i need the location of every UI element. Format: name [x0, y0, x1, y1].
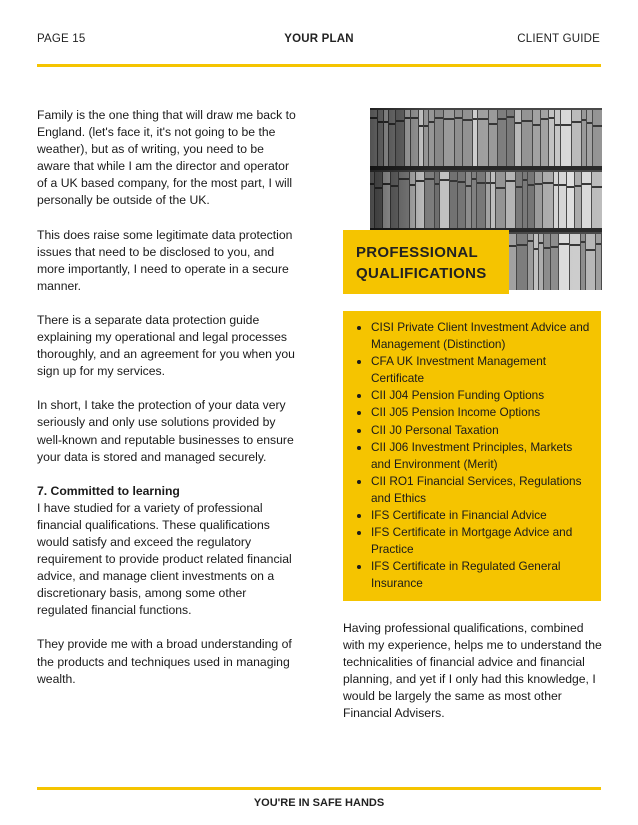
- qualification-item: • CII J06 Investment Principles, Markets and Environment (Merit): [371, 439, 593, 473]
- qualification-item: • CII RO1 Financial Services, Regulations and Ethics: [371, 473, 593, 507]
- qualification-item: • IFS Certificate in Regulated General Insurance: [371, 558, 593, 592]
- badge-title: [356, 242, 487, 284]
- qualification-item: • IFS Certificate in Financial Advice: [371, 507, 593, 524]
- professional-qualifications-badge: [343, 230, 509, 294]
- qualification-item: • CII J05 Pension Income Options: [371, 404, 593, 421]
- footer-tagline: YOU'RE IN SAFE HANDS: [253, 797, 385, 809]
- left-column: [37, 107, 299, 705]
- paragraph-qualifications-intro: I have studied for a variety of professional financial qualifications. These qualifications would satisfy and exceed the regulatory requirement to provide product related financial advice, and manage client investments on a discretionary basis, among some other regulated financial functions.: [37, 500, 292, 618]
- document-title: CLIENT GUIDE: [517, 33, 600, 45]
- qualification-item: • CISI Private Client Investment Advice and Management (Distinction): [371, 319, 593, 353]
- qualification-item: • IFS Certificate in Mortgage Advice and Practice: [371, 524, 593, 558]
- subheading-committed-to-learning: 7. Committed to learning: [37, 483, 180, 498]
- paragraph-protection-guide: There is a separate data protection guide explaining my operational and legal processes thoroughly, and an agreement for you when you sign up for my services.: [37, 312, 295, 379]
- page-number: PAGE 15: [37, 33, 86, 45]
- paragraph-secure-solutions: In short, I take the protection of your data very seriously and only use solutions provided by well-known and reputable businesses to ensure your data is stored and managed securely.: [37, 398, 294, 464]
- footer-divider: [37, 787, 601, 790]
- paragraph-experience: Having professional qualifications, combined with my experience, helps me to understand the technicalities of financial advice and financial planning, and yet if I only had this knowledge, I would be largely the same as most other Financial Advisers.: [343, 621, 602, 721]
- qualifications-list: [343, 311, 601, 593]
- qualification-item: • CII J0 Personal Taxation: [371, 422, 593, 439]
- section-title: YOUR PLAN: [284, 33, 354, 45]
- paragraph-broad-understanding: They provide me with a broad understanding of the products and techniques used in managing wealth.: [37, 637, 292, 686]
- qualification-item: • CFA UK Investment Management Certificate: [371, 353, 593, 387]
- paragraph-data-protection: This does raise some legitimate data protection issues that need to be disclosed to you, and more importantly, I need to operate in a secure manner.: [37, 227, 293, 293]
- badge-title-line1: PROFESSIONAL: [356, 244, 478, 261]
- badge-title-line2: QUALIFICATIONS: [356, 265, 487, 282]
- qualification-item: • CII J04 Pension Funding Options: [371, 387, 593, 404]
- qualifications-box: [343, 311, 601, 601]
- section-learning: [37, 483, 299, 620]
- header-divider: [37, 64, 601, 67]
- paragraph-family: Family is the one thing that will draw me back to England. (let's face it, it's not going to be the weather), but as of writing, you need to be aware that while I am the director and operator of a UK based company, for the most part, I will personally be outside of the UK.: [37, 108, 296, 208]
